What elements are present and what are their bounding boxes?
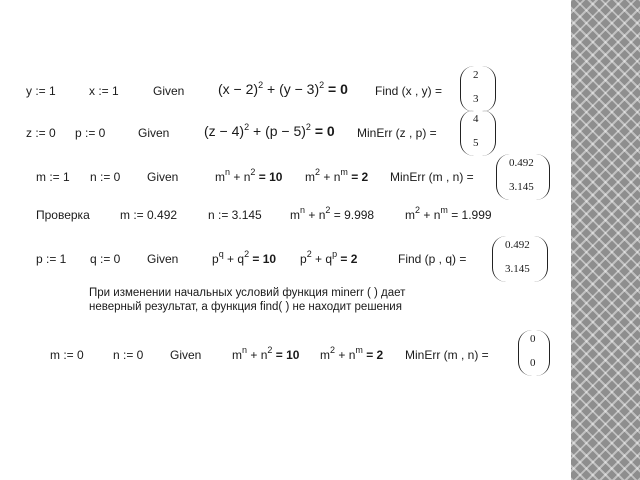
vector-value-1: 0 [530, 333, 536, 345]
equation-2: $m^2 + n^m = 2$ [320, 345, 384, 362]
equation: $(z - 4)^2 + (p - 5)^2 = 0$ [204, 122, 335, 139]
result-vector [460, 110, 496, 156]
assign-q: q := 0 [90, 252, 121, 266]
assign-m: m := 0 [50, 348, 84, 362]
vector-value-2: 3 [473, 93, 479, 105]
given-keyword: Given [170, 348, 202, 362]
assign-n: n := 0 [90, 170, 121, 184]
assign-n: n := 3.145 [208, 208, 262, 222]
result-vector [460, 66, 496, 112]
assign-z: z := 0 [26, 126, 56, 140]
result-vector [518, 330, 550, 376]
assign-p: p := 1 [36, 252, 67, 266]
result-vector [496, 154, 550, 200]
equation: $(x - 2)^2 + (y - 3)^2 = 0$ [218, 80, 348, 97]
equation-1: $p^q + q^2 = 10$ [212, 249, 277, 266]
vector-value-2: 3.145 [509, 181, 534, 193]
assign-y: y := 1 [26, 84, 56, 98]
check-label: Проверка [36, 208, 90, 222]
equation-2: $m^2 + n^m = 2$ [305, 167, 369, 184]
result-vector [492, 236, 548, 282]
given-keyword: Given [147, 252, 179, 266]
note-line-2: неверный результат, а функция find( ) не находит решения [89, 301, 402, 313]
decorative-side-pattern [571, 0, 640, 480]
equation-1: $m^n + n^2 = 10$ [232, 345, 300, 362]
minerr-call: MinErr (m , n) = [405, 348, 489, 362]
vector-value-1: 4 [473, 113, 479, 125]
check-equation-1: $m^n + n^2 = 9.998$ [290, 205, 375, 222]
assign-x: x := 1 [89, 84, 119, 98]
find-call: Find (p , q) = [398, 252, 467, 266]
note-line-1: При изменении начальных условий функция minerr ( ) дает [89, 287, 406, 299]
check-equation-2: $m^2 + n^m = 1.999$ [405, 205, 492, 222]
assign-p: p := 0 [75, 126, 106, 140]
assign-m: m := 0.492 [120, 208, 178, 222]
equation-2: $p^2 + q^p = 2$ [300, 249, 358, 266]
given-keyword: Given [147, 170, 179, 184]
given-keyword: Given [138, 126, 170, 140]
equation-1: $m^n + n^2 = 10$ [215, 167, 283, 184]
vector-value-1: 0.492 [505, 239, 530, 251]
assign-m: m := 1 [36, 170, 70, 184]
vector-value-1: 2 [473, 69, 479, 81]
vector-value-2: 0 [530, 357, 536, 369]
assign-n: n := 0 [113, 348, 144, 362]
given-keyword: Given [153, 84, 185, 98]
find-call: Find (x , y) = [375, 84, 443, 98]
vector-value-1: 0.492 [509, 157, 534, 169]
minerr-call: MinErr (z , p) = [357, 126, 437, 140]
vector-value-2: 5 [473, 137, 479, 149]
vector-value-2: 3.145 [505, 263, 530, 275]
minerr-call: MinErr (m , n) = [390, 170, 474, 184]
